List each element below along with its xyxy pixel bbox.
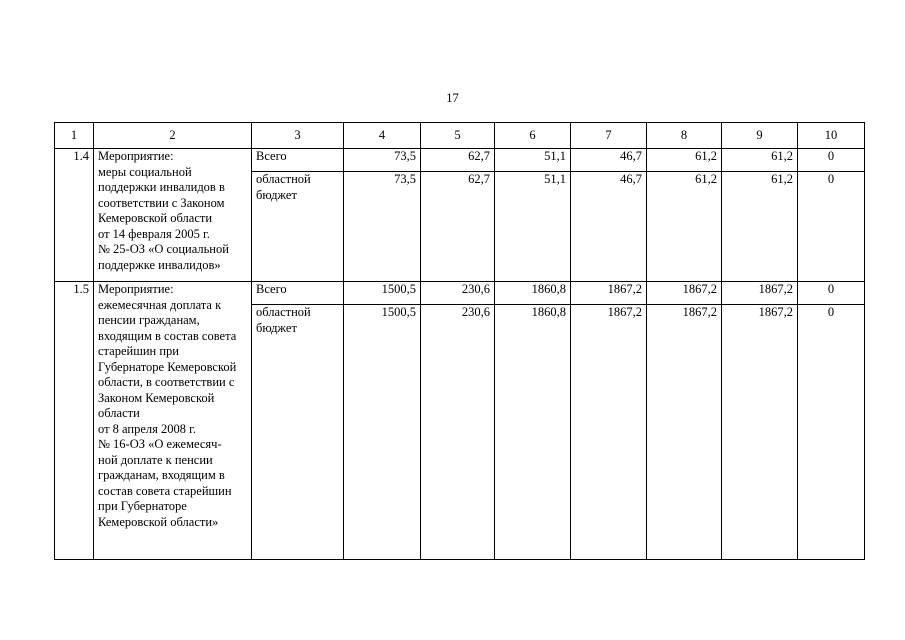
row-code: 1.4 [55,149,94,282]
table-cell: 46,7 [571,172,647,282]
table-cell: 73,5 [344,172,421,282]
column-header: 9 [722,123,798,149]
program-table [54,122,865,560]
row-code: 1.5 [55,282,94,560]
table-cell: 0 [798,172,865,282]
column-header: 1 [55,123,94,149]
table-cell: 1867,2 [722,282,798,305]
column-header: 6 [495,123,571,149]
table-cell: 46,7 [571,149,647,172]
funding-source: Всего [252,282,344,305]
table-cell: 230,6 [421,305,495,560]
column-header: 2 [94,123,252,149]
table-cell: 51,1 [495,149,571,172]
table-cell: 1860,8 [495,305,571,560]
column-header: 8 [647,123,722,149]
table-cell: 0 [798,282,865,305]
table-cell: 73,5 [344,149,421,172]
page-number: 17 [446,91,459,105]
table-cell: 1867,2 [647,282,722,305]
table-cell: 51,1 [495,172,571,282]
funding-source: областной бюджет [252,305,344,560]
funding-source: областной бюджет [252,172,344,282]
column-header: 5 [421,123,495,149]
table-cell: 1860,8 [495,282,571,305]
table-cell: 1867,2 [571,282,647,305]
table-cell: 0 [798,149,865,172]
table-cell: 1500,5 [344,305,421,560]
table-cell: 230,6 [421,282,495,305]
table-cell: 1867,2 [647,305,722,560]
table-cell: 1500,5 [344,282,421,305]
table-cell: 62,7 [421,149,495,172]
table-cell: 61,2 [647,172,722,282]
table-cell: 62,7 [421,172,495,282]
table-header-row [55,123,865,149]
table-row [55,149,865,172]
table-cell: 61,2 [722,149,798,172]
table-row [55,282,865,305]
table-cell: 61,2 [722,172,798,282]
column-header: 3 [252,123,344,149]
column-header: 7 [571,123,647,149]
table-cell: 61,2 [647,149,722,172]
table-cell: 0 [798,305,865,560]
column-header: 4 [344,123,421,149]
table-cell: 1867,2 [571,305,647,560]
funding-source: Всего [252,149,344,172]
row-description: Мероприятие: меры социальной поддержки инвалидов в соответствии с Законом Кемеровской области от 14 февраля 2005 г. № 25-ОЗ «О социальной поддержке инвалидов» [94,149,252,282]
row-description: Мероприятие: ежемесячная доплата к пенсии гражданам, входящим в состав совета старейшин при Губернаторе Кемеровской области, в соответствии с Законом Кемеровской области от 8 апреля 2008 г. № 16-ОЗ «О ежемесяч- ной доплате к пенсии гражданам, входящим в состав совета старейшин при Губернаторе Кемеровской области» [94,282,252,560]
table-cell: 1867,2 [722,305,798,560]
column-header: 10 [798,123,865,149]
